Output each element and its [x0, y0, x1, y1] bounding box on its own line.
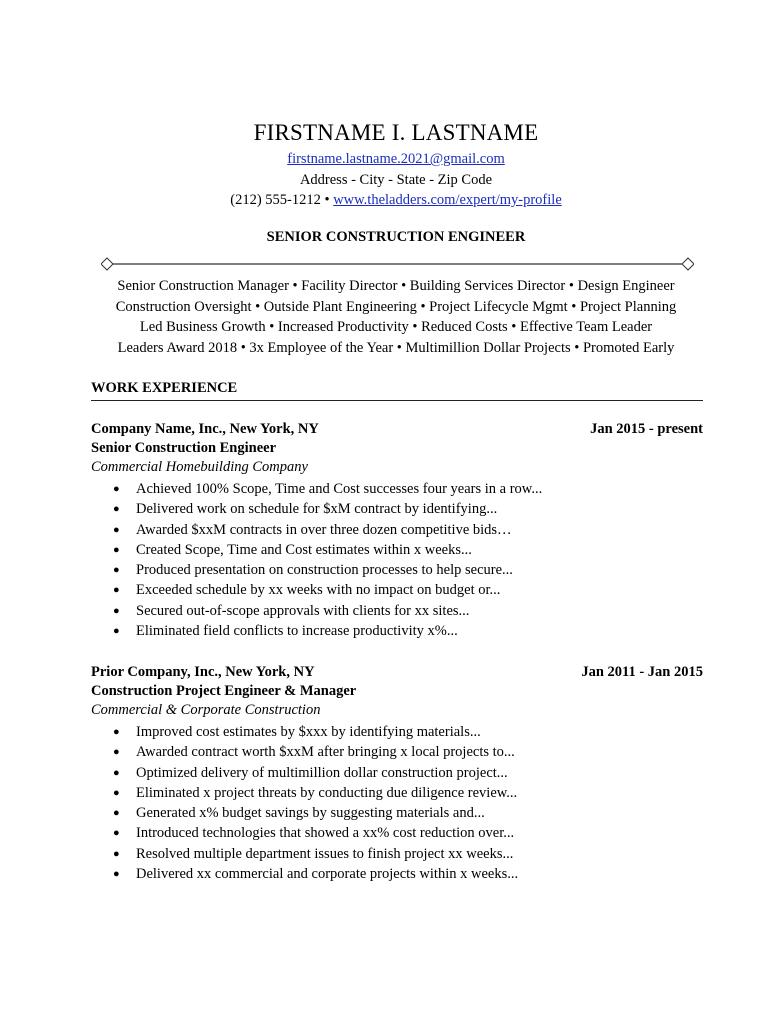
job-header-row	[91, 663, 703, 682]
candidate-name: FIRSTNAME I. LASTNAME	[253, 120, 539, 145]
keywords-block	[91, 276, 701, 358]
bullet-item: ● Generated x% budget savings by suggesting materials and...	[136, 803, 703, 823]
phone-profile-line	[22, 190, 770, 211]
diamond-divider	[101, 257, 694, 271]
job-entry	[91, 663, 703, 884]
job-bullets	[91, 722, 703, 884]
bullet-item: ● Awarded contract worth $xxM after bringing x local projects to...	[136, 742, 703, 762]
diamond-left-icon	[101, 258, 113, 270]
company-name: Prior Company, Inc., New York, NY	[91, 664, 315, 680]
keyword-line: Senior Construction Manager • Facility Director • Building Services Director • Design Engineer	[117, 278, 675, 294]
email-link[interactable]: firstname.lastname.2021@gmail.com	[287, 151, 505, 167]
job-entry	[91, 420, 703, 641]
work-experience-heading: WORK EXPERIENCE	[91, 380, 703, 401]
bullet-item: ● Resolved multiple department issues to finish project xx weeks...	[136, 844, 703, 864]
profile-link[interactable]: www.theladders.com/expert/my-profile	[333, 192, 562, 208]
job-role: Construction Project Engineer & Manager	[91, 683, 357, 699]
bullet-item: ● Delivered work on schedule for $xM contract by identifying...	[136, 499, 703, 519]
company-name: Company Name, Inc., New York, NY	[91, 421, 319, 437]
separator-bullet: •	[324, 192, 330, 208]
bullet-item: ● Delivered xx commercial and corporate projects within x weeks...	[136, 864, 703, 884]
bullet-item: ● Awarded $xxM contracts in over three dozen competitive bids…	[136, 520, 703, 540]
diamond-right-icon	[682, 258, 694, 270]
job-dates: Jan 2011 - Jan 2015	[581, 664, 703, 680]
job-sector: Commercial Homebuilding Company	[91, 459, 308, 475]
resume-header	[0, 117, 770, 211]
keyword-line: Construction Oversight • Outside Plant Engineering • Project Lifecycle Mgmt • Project Planning	[115, 298, 677, 315]
bullet-item: ● Produced presentation on construction processes to help secure...	[136, 560, 703, 580]
keyword-line: Led Business Growth • Increased Productivity • Reduced Costs • Effective Team Leader	[139, 319, 653, 335]
bullet-item: ● Secured out-of-scope approvals with clients for xx sites...	[136, 601, 703, 621]
job-header-row	[91, 420, 703, 439]
job-sector: Commercial & Corporate Construction	[91, 702, 321, 718]
address-line: Address - City - State - Zip Code	[299, 171, 493, 188]
bullet-item: ● Introduced technologies that showed a xx% cost reduction over...	[136, 823, 703, 843]
bullet-item: ● Optimized delivery of multimillion dollar construction project...	[136, 763, 703, 783]
bullet-item: ● Achieved 100% Scope, Time and Cost successes four years in a row...	[136, 479, 703, 499]
bullet-item: ● Eliminated x project threats by conducting due diligence review...	[136, 783, 703, 803]
job-dates: Jan 2015 - present	[590, 421, 703, 437]
job-role: Senior Construction Engineer	[91, 440, 277, 456]
bullet-item: ● Eliminated field conflicts to increase productivity x%...	[136, 621, 703, 641]
phone-number: (212) 555-1212	[230, 192, 321, 208]
bullet-item: ● Improved cost estimates by $xxx by identifying materials...	[136, 722, 703, 742]
job-bullets	[91, 479, 703, 641]
keyword-line: Leaders Award 2018 • 3x Employee of the Year • Multimillion Dollar Projects • Promoted Early	[117, 339, 675, 356]
bullet-item: ● Exceeded schedule by xx weeks with no impact on budget or...	[136, 580, 703, 600]
bullet-item: ● Created Scope, Time and Cost estimates within x weeks...	[136, 540, 703, 560]
headline: SENIOR CONSTRUCTION ENGINEER	[266, 229, 526, 245]
